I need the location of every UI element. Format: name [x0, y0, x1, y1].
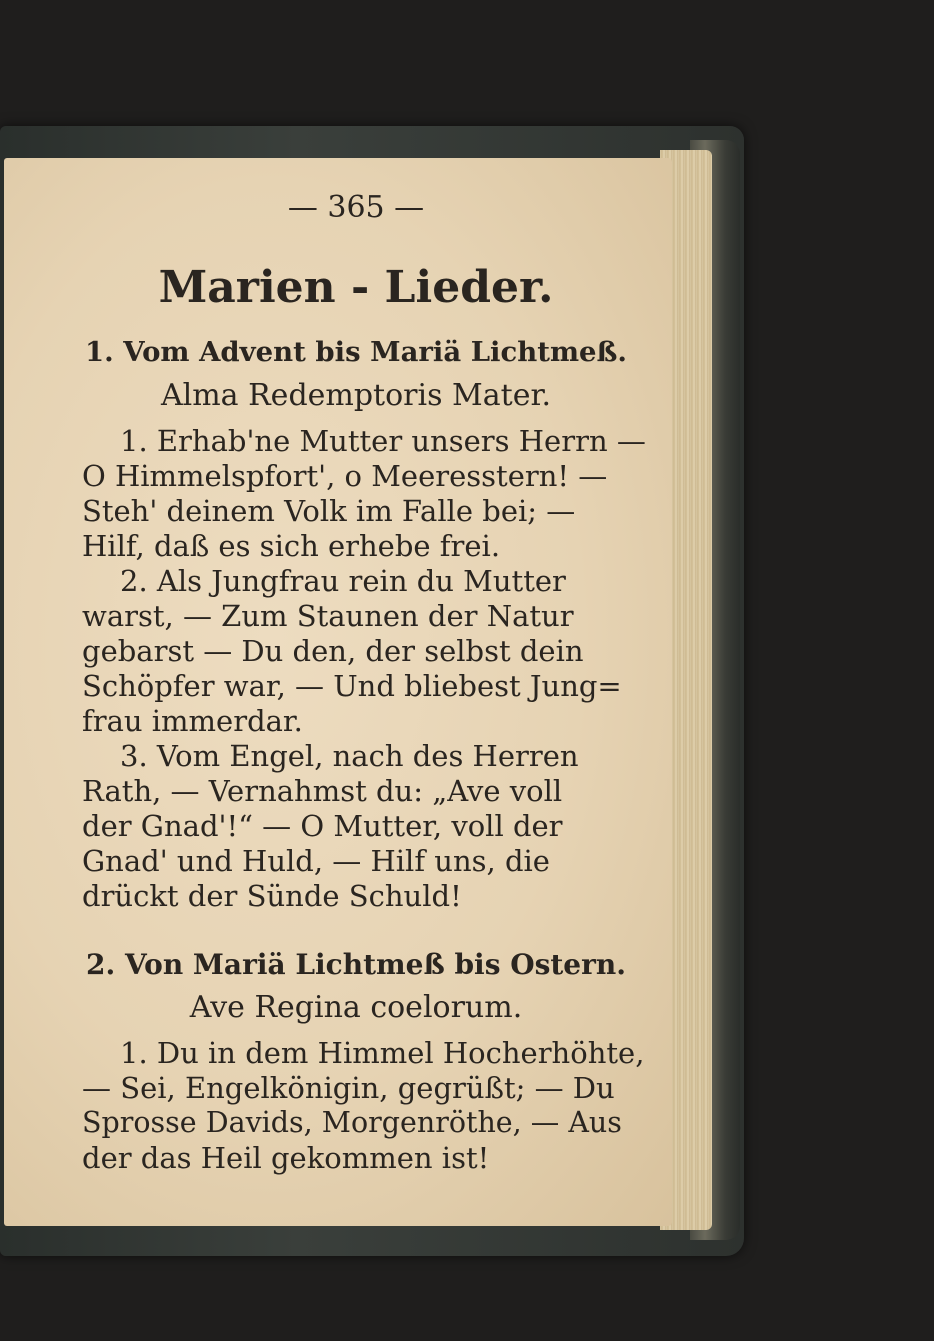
verse-line: 2. Als Jungfrau rein du Mutter — [120, 564, 566, 598]
verse-line: warst, — Zum Staunen der Natur — [82, 599, 574, 633]
page-number: — 365 — — [287, 190, 425, 225]
verse-line: Schöpfer war, — Und bliebest Jung= — [82, 669, 622, 703]
section1-heading: 1. Vom Advent bis Mariä Lichtmeß. — [84, 336, 628, 368]
section1-latin-title: Alma Redemptoris Mater. — [160, 378, 552, 413]
verse-line: 3. Vom Engel, nach des Herren — [120, 739, 579, 773]
verse-line: Sprosse Davids, Morgenröthe, — Aus — [82, 1106, 622, 1139]
verse-line: der Gnad'!“ — O Mutter, voll der — [82, 809, 563, 843]
section2-latin-title: Ave Regina coelorum. — [189, 990, 523, 1025]
verse-line: gebarst — Du den, der selbst dein — [82, 634, 584, 668]
verse-line: Steh' deinem Volk im Falle bei; — — [82, 494, 576, 528]
verse-line: 1. Du in dem Himmel Hocherhöhte, — [120, 1036, 645, 1070]
verse-line: der das Heil gekommen ist! — [82, 1141, 490, 1175]
verse-line: Gnad' und Huld, — Hilf uns, die — [82, 844, 550, 878]
verse-line: — Sei, Engelkönigin, gegrüßt; — Du — [82, 1071, 615, 1105]
verse-line: Rath, — Vernahmst du: „Ave voll — [82, 774, 563, 808]
section2-heading: 2. Von Mariä Lichtmeß bis Ostern. — [86, 948, 626, 981]
verse-line: frau immerdar. — [82, 704, 303, 738]
verse-line: drückt der Sünde Schuld! — [82, 879, 462, 913]
verse-line: 1. Erhab'ne Mutter unsers Herrn — — [120, 424, 646, 458]
page-title: Marien - Lieder. — [158, 262, 554, 313]
verse-line: O Himmelspfort', o Meeresstern! — — [82, 459, 608, 493]
verse-line: Hilf, daß es sich erhebe frei. — [82, 529, 501, 563]
